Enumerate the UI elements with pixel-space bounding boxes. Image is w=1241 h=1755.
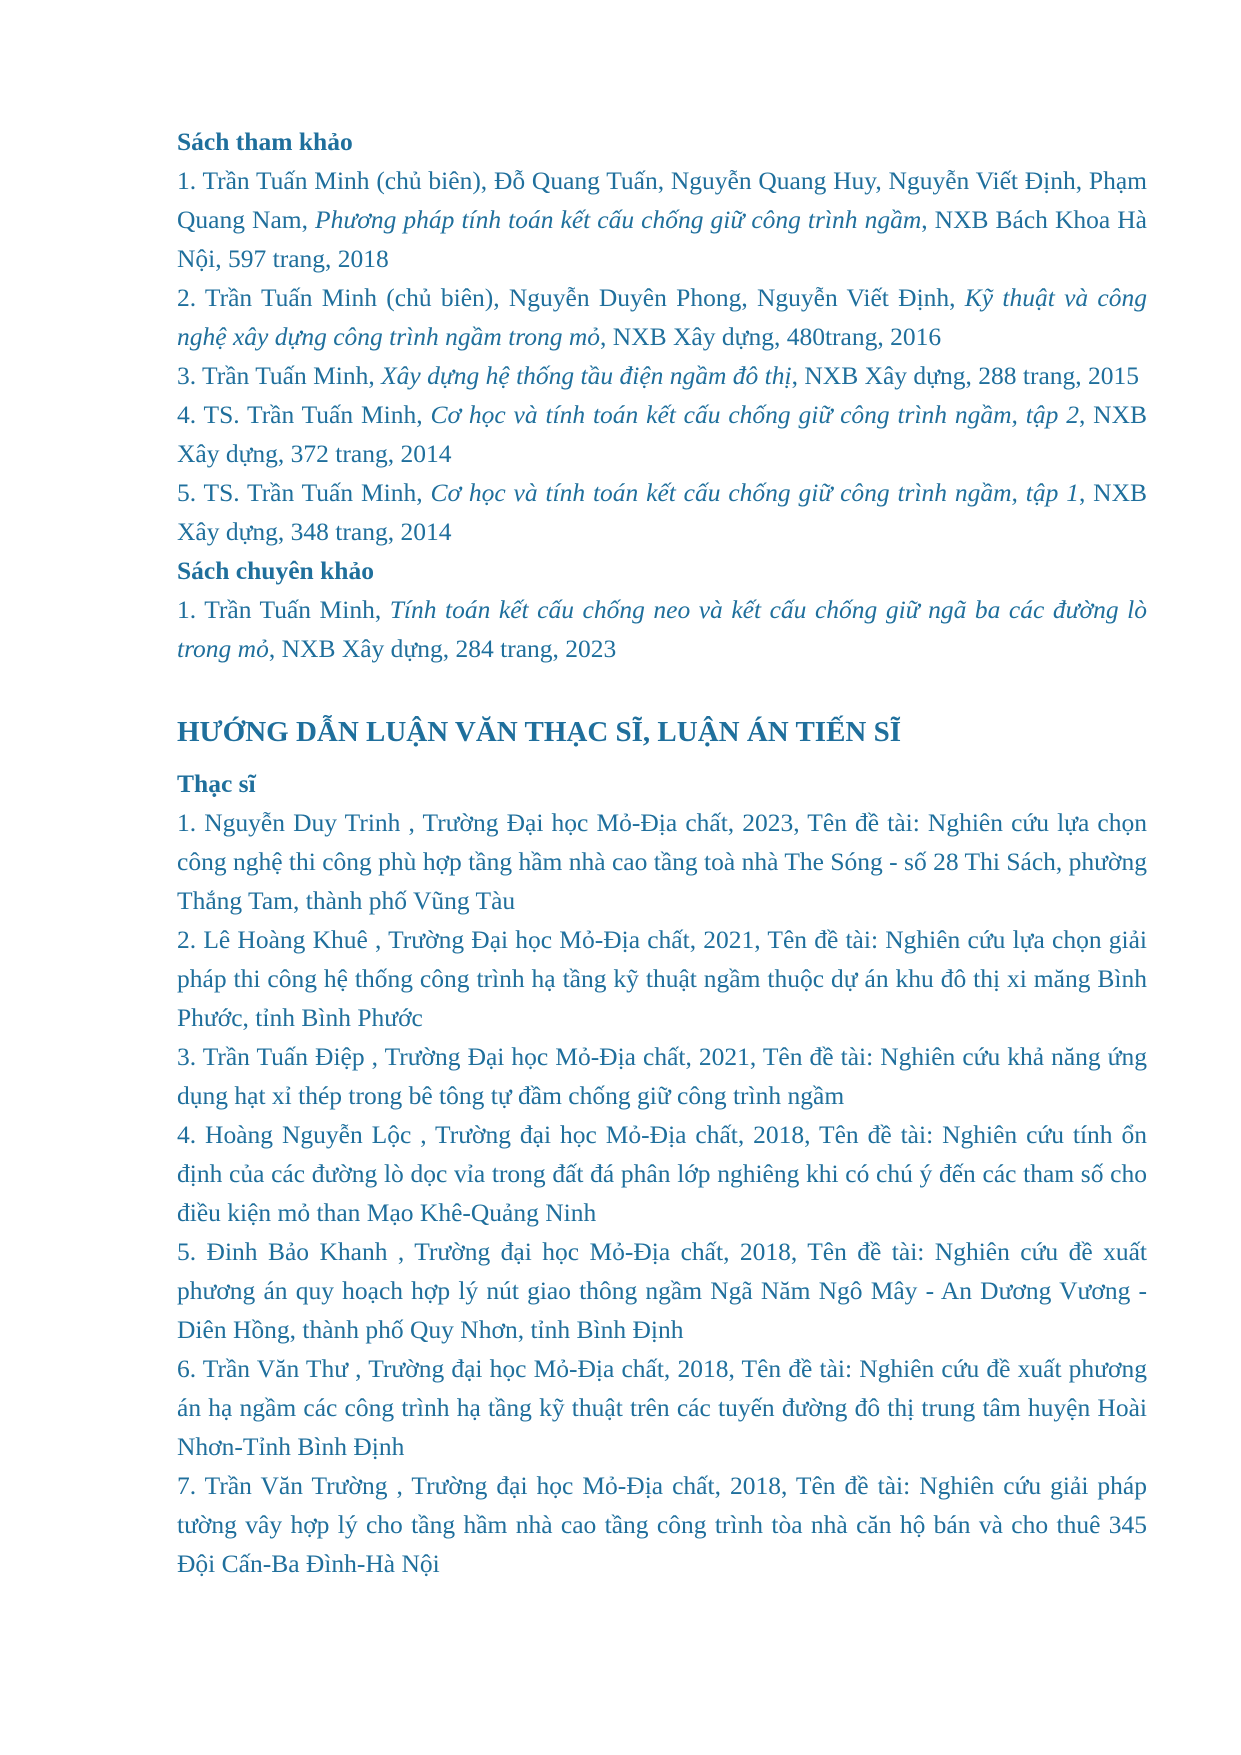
entry-authors: 1. Trần Tuấn Minh (chủ biên), Đỗ Quang Tuấn, Nguyễn Quang Huy, Nguyễn Viết Định, Phạm Quang Nam, — [177, 166, 1147, 234]
entry-publisher: , NXB Xây dựng, 372 trang, 2014 — [177, 400, 1148, 468]
entry-authors: 5. TS. Trần Tuấn Minh, — [177, 478, 431, 507]
entry-title: Cơ học và tính toán kết cấu chống giữ công trình ngầm, tập 1 — [430, 478, 1079, 507]
entry-publisher: , NXB Xây dựng, 480trang, 2016 — [600, 322, 942, 351]
entry-publisher: , NXB Bách Khoa Hà Nội, 597 trang, 2018 — [177, 205, 1147, 273]
entry-title: Phương pháp tính toán kết cấu chống giữ công trình ngầm — [315, 205, 922, 234]
reference-book-entry — [177, 278, 1147, 356]
entry-authors: 4. TS. Trần Tuấn Minh, — [177, 400, 431, 429]
entry-title: Kỹ thuật và công nghệ xây dựng công trình ngầm trong mỏ — [177, 283, 1147, 351]
reference-book-entry — [177, 161, 1147, 278]
entry-title: Cơ học và tính toán kết cấu chống giữ công trình ngầm, tập 2 — [430, 400, 1079, 429]
masters-thesis-entry: 3. Trần Tuấn Điệp , Trường Đại học Mỏ-Địa chất, 2021, Tên đề tài: Nghiên cứu khả năng ứng dụng hạt xỉ thép trong bê tông tự đầm chống giữ công trình ngầm — [177, 1042, 1147, 1110]
entry-title: Xây dựng hệ thống tầu điện ngầm đô thị — [381, 361, 792, 390]
reference-books-heading: Sách tham khảo — [177, 127, 353, 156]
masters-thesis-entry: 4. Hoàng Nguyễn Lộc , Trường đại học Mỏ-Địa chất, 2018, Tên đề tài: Nghiên cứu tính ổn định của các đường lò dọc vỉa trong đất đá phân lớp nghiêng khi có chú ý đến các tham số cho điều kiện mỏ than Mạo Khê-Quảng Ninh — [177, 1120, 1147, 1227]
monographs-heading: Sách chuyên khảo — [177, 556, 374, 585]
masters-thesis-entry: 6. Trần Văn Thư , Trường đại học Mỏ-Địa chất, 2018, Tên đề tài: Nghiên cứu đề xuất phương án hạ ngầm các công trình hạ tầng kỹ thuật trên các tuyến đường đô thị trung tâm huyện Hoài Nhơn-Tỉnh Bình Định — [177, 1354, 1147, 1461]
monographs-list — [177, 590, 1147, 668]
masters-thesis-entry: 7. Trần Văn Trường , Trường đại học Mỏ-Địa chất, 2018, Tên đề tài: Nghiên cứu giải pháp tường vây hợp lý cho tầng hầm nhà cao tầng công trình tòa nhà căn hộ bán và cho thuê 345 Đội Cấn-Ba Đình-Hà Nội — [177, 1471, 1147, 1578]
reference-book-entry — [177, 395, 1147, 473]
entry-authors: 2. Trần Tuấn Minh (chủ biên), Nguyễn Duyên Phong, Nguyễn Viết Định, — [177, 283, 965, 312]
monograph-entry — [177, 590, 1147, 668]
masters-thesis-list — [177, 803, 1147, 1583]
masters-thesis-entry: 1. Nguyễn Duy Trinh , Trường Đại học Mỏ-Địa chất, 2023, Tên đề tài: Nghiên cứu lựa chọn công nghệ thi công phù hợp tầng hầm nhà cao tầng toà nhà The Sóng - số 28 Thi Sách, phường Thắng Tam, thành phố Vũng Tàu — [177, 808, 1147, 915]
entry-publisher: , NXB Xây dựng, 288 trang, 2015 — [791, 361, 1140, 390]
masters-heading: Thạc sĩ — [177, 769, 256, 798]
entry-authors: 3. Trần Tuấn Minh, — [177, 361, 382, 390]
entry-publisher: , NXB Xây dựng, 284 trang, 2023 — [268, 634, 617, 663]
entry-authors: 1. Trần Tuấn Minh, — [177, 595, 390, 624]
reference-book-entry — [177, 356, 1147, 395]
entry-publisher: , NXB Xây dựng, 348 trang, 2014 — [177, 478, 1148, 546]
document-content — [177, 122, 1147, 1583]
entry-title: Tính toán kết cấu chống neo và kết cấu chống giữ ngã ba các đường lò trong mỏ — [177, 595, 1147, 663]
supervision-section-title: HƯỚNG DẪN LUẬN VĂN THẠC SĨ, LUẬN ÁN TIẾN SĨ — [177, 716, 902, 748]
masters-thesis-entry: 5. Đinh Bảo Khanh , Trường đại học Mỏ-Địa chất, 2018, Tên đề tài: Nghiên cứu đề xuất phương án quy hoạch hợp lý nút giao thông ngầm Ngã Năm Ngô Mây - An Dương Vương - Diên Hồng, thành phố Quy Nhơn, tỉnh Bình Định — [177, 1237, 1147, 1344]
reference-book-entry — [177, 473, 1147, 551]
masters-thesis-entry: 2. Lê Hoàng Khuê , Trường Đại học Mỏ-Địa chất, 2021, Tên đề tài: Nghiên cứu lựa chọn giải pháp thi công hệ thống công trình hạ tầng kỹ thuật ngầm thuộc dự án khu đô thị xi măng Bình Phước, tỉnh Bình Phước — [177, 925, 1147, 1032]
reference-books-list — [177, 161, 1147, 551]
